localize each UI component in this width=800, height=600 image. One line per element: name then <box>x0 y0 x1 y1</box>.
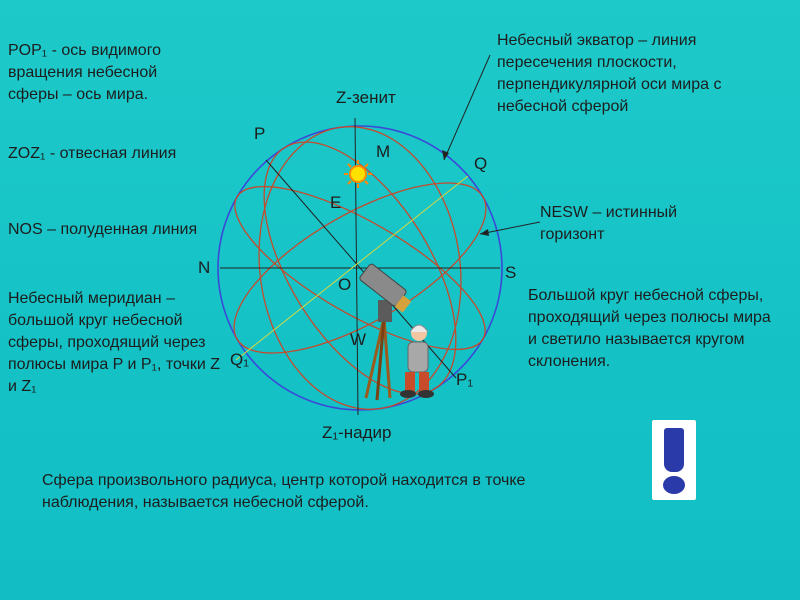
point-o-label: O <box>338 275 352 294</box>
pole-p-label: P <box>254 124 266 143</box>
note-celestial-meridian: Небесный меридиан – большой круг небесной сферы, проходящий через полюсы мира P и P₁, точки Z и Z₁ <box>8 290 221 395</box>
exclamation-icon <box>652 420 696 500</box>
point-q1-label: Q₁ <box>230 350 249 369</box>
note-declination-circle: Большой круг небесной сферы, проходящий через полюсы мира и светило называется кругом склонения. <box>528 287 771 370</box>
exclamation-dot <box>663 476 685 494</box>
note-noon-line: NOS – полуденная линия <box>8 221 198 238</box>
note-plumb-line: ZOZ₁ - отвесная линия <box>8 145 177 162</box>
note-true-horizon: NESW – истинный горизонт <box>540 204 678 243</box>
equator-pointer-line <box>444 55 490 160</box>
nadir-label: Z₁-надир <box>322 423 392 442</box>
note-world-axis: POP₁ - ось видимого вращения небесной сферы – ось мира. <box>8 42 162 103</box>
horizon-pointer-arrowhead <box>480 229 489 236</box>
point-e-label: E <box>330 193 342 212</box>
note-celestial-equator: Небесный экватор – линия пересечения плоскости, перпендикулярной оси мира с небесной сферой <box>497 32 722 115</box>
telescope-observer-icon <box>359 263 434 400</box>
sun-icon <box>344 160 372 188</box>
point-m-label: M <box>376 142 391 161</box>
point-n-label: N <box>198 258 211 277</box>
pole-p1-label: P₁ <box>456 370 474 389</box>
point-w-label: W <box>350 330 367 349</box>
point-q-label: Q <box>474 154 488 173</box>
exclamation-bar <box>664 428 684 472</box>
point-s-label: S <box>505 263 517 282</box>
celestial-sphere-definition: Сфера произвольного радиуса, центр которой находится в точке наблюдения, называется небесной сферой. <box>42 472 526 511</box>
horizon-pointer-line <box>480 222 540 234</box>
zenith-label: Z-зенит <box>336 88 396 107</box>
